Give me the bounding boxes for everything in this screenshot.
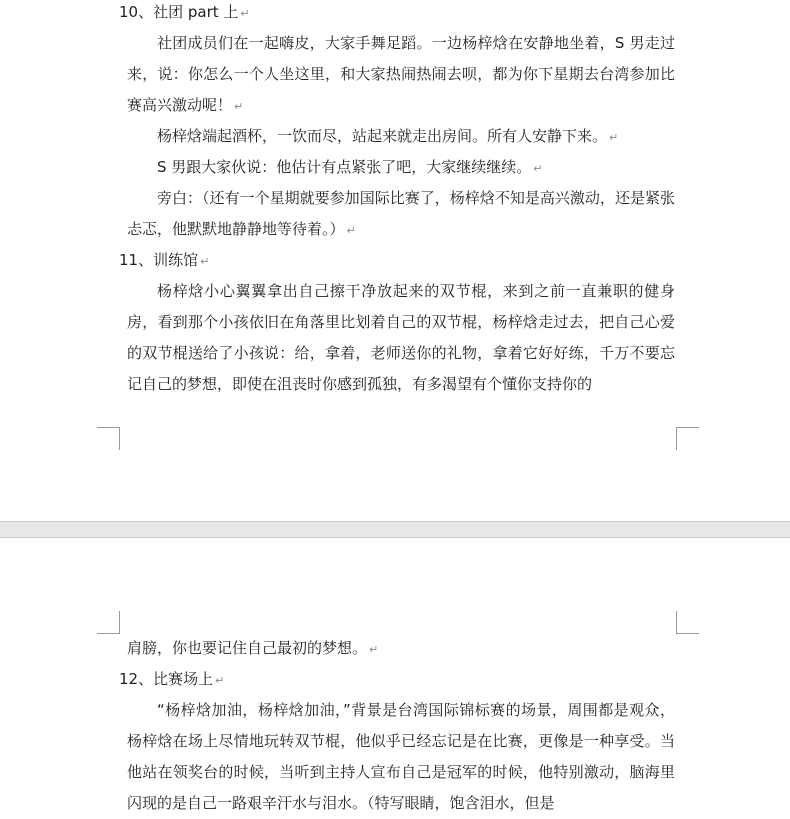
paragraph-mark-icon: ↵ (240, 7, 250, 20)
scene-heading-11 (119, 245, 667, 277)
paragraph-club-party-text: 社团成员们在一起嗨皮，大家手舞足蹈。一边杨梓焓在安静地坐着，S 男走过来，说：你怎么一个人坐这里，和大家热闹热闹去呗，都为你下星期去台湾参加比赛高兴激动呢！ (127, 34, 675, 114)
scene-heading-10 (119, 0, 667, 29)
paragraph-competition-text: “杨梓焓加油，杨梓焓加油，”背景是台湾国际锦标赛的场景，周围都是观众，杨梓焓在场上尽情地玩转双节棍，他似乎已经忘记是在比赛，更像是一种享受。当他站在领奖台的时候，当听到主持人宣布自己是冠军的时候，他特别激动，脑海里闪现的是自己一路艰辛汗水与泪水。（特写眼睛，饱含泪水，但是 (127, 701, 675, 812)
paragraph-mark-icon: ↵ (369, 643, 379, 656)
scene-heading-12 (119, 664, 667, 696)
paragraph-mark-icon: ↵ (533, 162, 543, 175)
scene-heading-10-text: 10、社团 part 上 (119, 3, 239, 21)
paragraph-training-hall-text: 杨梓焓小心翼翼拿出自己擦干净放起来的双节棍，来到之前一直兼职的健身房，看到那个小孩依旧在角落里比划着自己的双节棍，杨梓焓走过去，把自己心爱的双节棍送给了小孩说：给，拿着，老师送你的礼物，拿着它好好练，千万不要忘记自己的梦想，即使在沮丧时你感到孤独，有多渴望有个懂你支持你的 (127, 282, 675, 393)
paragraph-mark-icon: ↵ (609, 131, 619, 144)
paragraph-competition (127, 695, 675, 819)
paragraph-training-hall (127, 276, 675, 400)
paragraph-narration-text: 旁白：（还有一个星期就要参加国际比赛了，杨梓焓不知是高兴激动，还是紧张忐忑，他默默地静静地等待着。） (127, 189, 675, 238)
paragraph-continued-shoulder-text: 肩膀，你也要记住自己最初的梦想。 (127, 639, 368, 657)
page-margin-corner-bottom-right (676, 427, 699, 450)
paragraph-mark-icon: ↵ (200, 255, 210, 268)
paragraph-s-man-says (127, 152, 675, 184)
paragraph-drinks-leaves-text: 杨梓焓端起酒杯，一饮而尽，站起来就走出房间。所有人安静下来。 (157, 127, 608, 145)
paragraph-narration (127, 183, 675, 246)
paragraph-drinks-leaves (127, 121, 675, 153)
paragraph-s-man-says-text: S 男跟大家伙说：他估计有点紧张了吧，大家继续继续。 (157, 158, 532, 176)
page-margin-corner-top-right (676, 611, 699, 634)
page-margin-corner-bottom-left (97, 427, 120, 450)
scene-heading-11-text: 11、训练馆 (119, 251, 199, 269)
document-page-2 (0, 537, 790, 819)
paragraph-mark-icon: ↵ (215, 674, 225, 687)
scene-heading-12-text: 12、比赛场上 (119, 670, 214, 688)
paragraph-club-party (127, 28, 675, 122)
page-margin-corner-top-left (97, 611, 120, 634)
paragraph-mark-icon: ↵ (234, 100, 244, 113)
paragraph-mark-icon: ↵ (346, 224, 356, 237)
paragraph-continued-shoulder (127, 633, 675, 665)
